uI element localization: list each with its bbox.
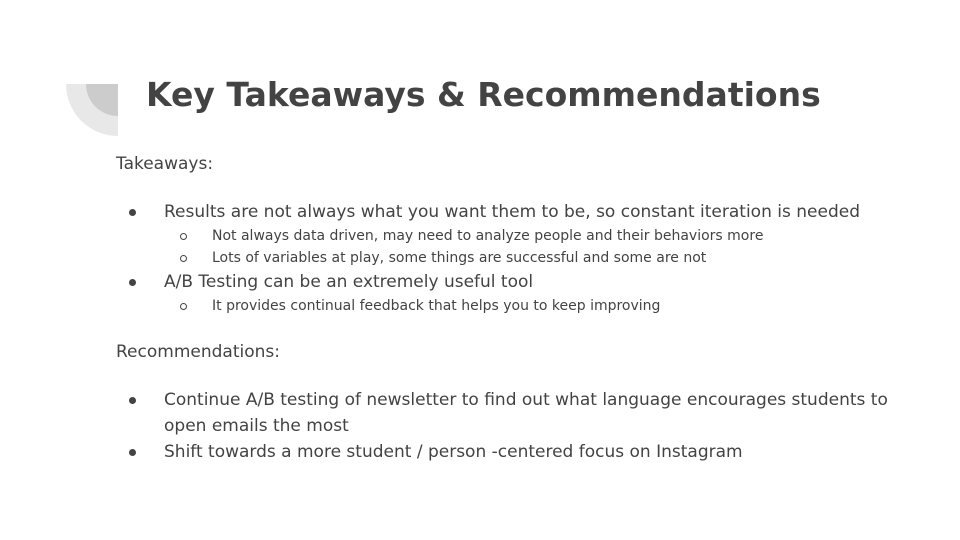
takeaway-item bbox=[116, 269, 896, 317]
recommendations-list bbox=[116, 387, 896, 465]
recommendation-text: Continue A/B testing of newsletter to find out what language encourages students to open emails the most bbox=[164, 390, 888, 436]
takeaways-heading: Takeaways: bbox=[116, 154, 214, 174]
takeaway-subitem-text: It provides continual feedback that helps you to keep improving bbox=[212, 298, 661, 314]
takeaway-sublist bbox=[164, 295, 896, 317]
recommendation-item bbox=[116, 387, 896, 439]
takeaway-subitem bbox=[164, 247, 896, 269]
bullet-circle-icon bbox=[180, 233, 187, 240]
slide-title: Key Takeaways & Recommendations bbox=[146, 75, 821, 114]
recommendations-heading: Recommendations: bbox=[116, 342, 280, 362]
takeaway-subitem-text: Not always data driven, may need to analyze people and their behaviors more bbox=[212, 228, 764, 244]
takeaways-list bbox=[116, 199, 896, 317]
slide-body bbox=[116, 151, 896, 465]
recommendation-item bbox=[116, 439, 896, 465]
bullet-dot-icon bbox=[129, 279, 136, 286]
takeaway-subitem bbox=[164, 225, 896, 247]
bullet-dot-icon bbox=[129, 209, 136, 216]
takeaway-text: A/B Testing can be an extremely useful tool bbox=[164, 272, 534, 292]
bullet-dot-icon bbox=[129, 397, 136, 404]
bullet-circle-icon bbox=[180, 303, 187, 310]
takeaway-subitem-text: Lots of variables at play, some things are successful and some are not bbox=[212, 250, 707, 266]
takeaway-subitem bbox=[164, 295, 896, 317]
bullet-dot-icon bbox=[129, 449, 136, 456]
takeaway-text: Results are not always what you want them to be, so constant iteration is needed bbox=[164, 202, 860, 222]
quarter-circle-decoration bbox=[66, 84, 118, 136]
takeaway-item bbox=[116, 199, 896, 269]
bullet-circle-icon bbox=[180, 255, 187, 262]
takeaway-sublist bbox=[164, 225, 896, 269]
recommendation-text: Shift towards a more student / person -centered focus on Instagram bbox=[164, 442, 743, 462]
